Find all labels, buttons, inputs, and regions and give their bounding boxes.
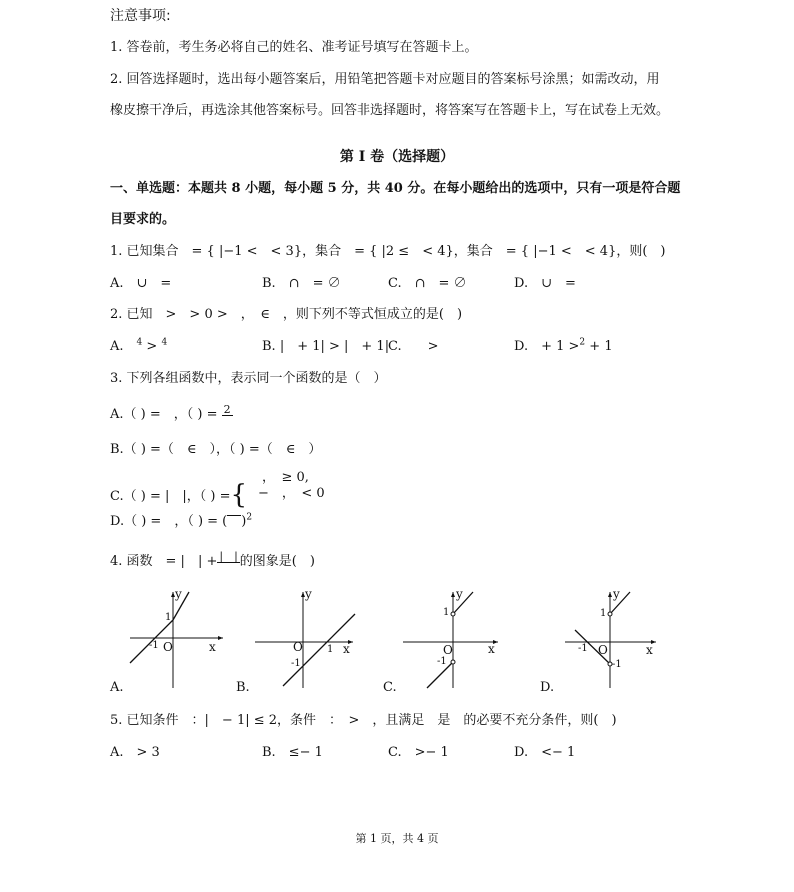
graph-d-tick-neg-one-x: -1 bbox=[578, 643, 588, 654]
question-1-option-c: C. ∩ = ∅ bbox=[388, 276, 467, 291]
graph-a-x-label: x bbox=[209, 640, 216, 654]
question-3-option-c-case-2: − ， < 0 bbox=[258, 486, 325, 501]
question-3-option-c: C.（ ) = | |，（ ) ={ bbox=[110, 480, 248, 510]
question-2-option-d: D. + 1 >$^2$ + 1 bbox=[514, 337, 613, 354]
graph-option-b bbox=[255, 587, 355, 690]
question-3-stem: 3. 下列各组函数中，表示同一个函数的是（ ） bbox=[110, 371, 387, 386]
graph-a-label: A. bbox=[110, 680, 124, 695]
page-footer: 第 1 页，共 4 页 bbox=[355, 832, 439, 845]
question-4-stem: 4. 函数 = | | + | | 的图象是( ) bbox=[110, 550, 315, 569]
notice-item-2-line-1: 2. 回答选择题时，选出每小题答案后，用铅笔把答题卡对应题目的答案标号涂黑；如需改动，用 bbox=[110, 72, 660, 87]
graph-c-label: C. bbox=[383, 680, 397, 695]
graph-option-a bbox=[125, 587, 225, 690]
graph-b-y-label: y bbox=[305, 587, 312, 601]
graph-c-origin: O bbox=[443, 643, 453, 657]
graph-a-origin: O bbox=[163, 640, 173, 654]
graph-b-figure bbox=[255, 590, 355, 690]
question-5-stem: 5. 已知条件 ：| − 1| ≤ 2，条件 ： > ，且满足 是 的必要不充分条件，则( ) bbox=[110, 713, 617, 728]
question-1-option-a: A. ∪ = bbox=[110, 276, 172, 291]
question-5-option-b: B. ≤− 1 bbox=[262, 745, 323, 760]
graph-c-tick-neg-one: -1 bbox=[437, 656, 447, 667]
notice-title: 注意事项: bbox=[110, 8, 171, 24]
graph-d-y-label: y bbox=[613, 587, 620, 601]
graph-d-tick-neg-one-y: -1 bbox=[612, 659, 622, 670]
graph-c-figure bbox=[400, 590, 500, 690]
section-heading-line-2: 目要求的。 bbox=[110, 212, 176, 227]
question-5-option-c: C. >− 1 bbox=[388, 745, 449, 760]
graph-c-tick-one: 1 bbox=[443, 607, 450, 618]
graph-d-figure bbox=[560, 590, 660, 690]
question-3-option-a: A.（ ) = ，（ ) = 2 bbox=[110, 403, 231, 422]
question-2-option-a: A. $^4$ > $^4$ bbox=[110, 337, 168, 354]
graph-b-x-label: x bbox=[343, 642, 350, 656]
question-5-option-d: D. <− 1 bbox=[514, 745, 576, 760]
graph-b-origin: O bbox=[293, 640, 303, 654]
graph-a-y-label: y bbox=[175, 587, 182, 601]
graph-d-tick-one: 1 bbox=[600, 608, 607, 619]
notice-item-1: 1. 答卷前，考生务必将自己的姓名、准考证号填写在答题卡上。 bbox=[110, 40, 478, 55]
graph-b-label: B. bbox=[236, 680, 250, 695]
graph-b-tick-one: 1 bbox=[327, 644, 334, 655]
question-1-stem: 1. 已知集合 = { |−1 < < 3}，集合 = { |2 ≤ < 4}，集合 = { |−1 < < 4}，则( ) bbox=[110, 244, 666, 259]
graph-c-y-label: y bbox=[456, 587, 463, 601]
question-5-option-a: A. > 3 bbox=[110, 745, 160, 760]
question-1-option-d: D. ∪ = bbox=[514, 276, 576, 291]
graph-a-tick-one: 1 bbox=[165, 612, 172, 623]
question-3-option-d: D.（ ) = ，（ ) = ( )$^2$ bbox=[110, 512, 253, 529]
graph-b-tick-neg-one: -1 bbox=[291, 658, 301, 669]
graph-option-c bbox=[400, 587, 500, 690]
notice-item-2-line-2: 橡皮擦干净后，再选涂其他答案标号。回答非选择题时，将答案写在答题卡上，写在试卷上无效。 bbox=[110, 103, 670, 118]
graph-d-x-label: x bbox=[646, 643, 653, 657]
question-3-option-b: B.（ ) =（ ∈ ），（ ) =（ ∈ ） bbox=[110, 442, 322, 457]
question-1-option-b: B. ∩ = ∅ bbox=[262, 276, 341, 291]
question-2-option-b: B. | + 1| > | + 1| bbox=[262, 339, 390, 354]
question-3-option-c-case-1: ， ≥ 0, bbox=[262, 470, 309, 485]
graph-c-x-label: x bbox=[488, 642, 495, 656]
graph-a-tick-neg-one: -1 bbox=[149, 640, 159, 651]
graph-d-origin: O bbox=[598, 643, 608, 657]
section-heading-line-1: 一、单选题：本题共 8 小题，每小题 5 分，共 40 分。在每小题给出的选项中，只有一项是符合题 bbox=[110, 181, 681, 196]
graph-d-label: D. bbox=[540, 680, 555, 695]
graph-option-d bbox=[560, 587, 660, 690]
section-title: 第 I 卷（选择题） bbox=[339, 149, 455, 165]
question-2-option-c: C. > bbox=[388, 339, 439, 354]
question-2-stem: 2. 已知 > > 0 > ， ∈ ，则下列不等式恒成立的是( ) bbox=[110, 307, 463, 322]
